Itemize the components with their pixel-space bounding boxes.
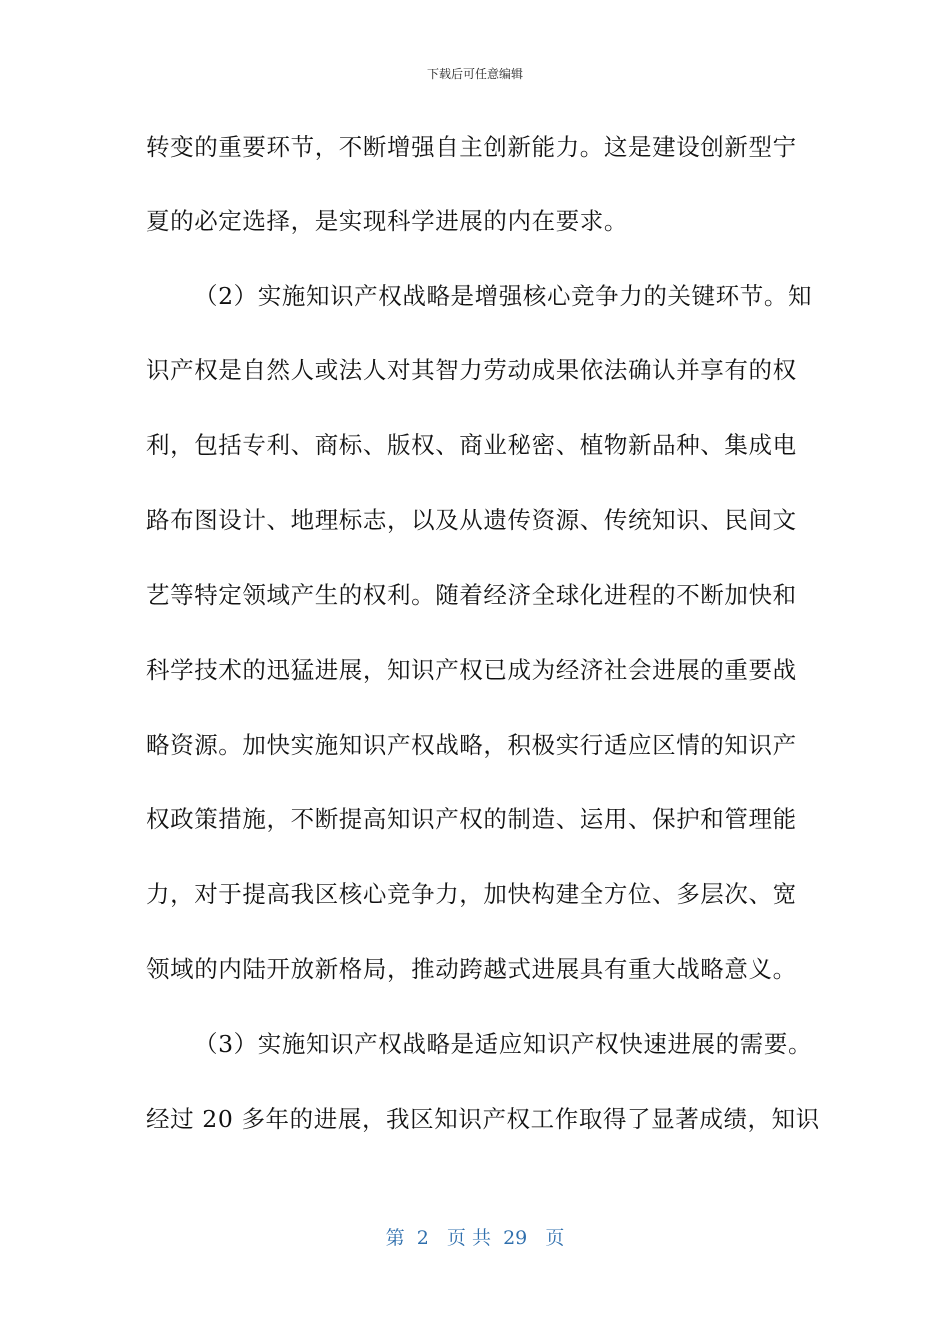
text-line: 经过 20 多年的进展，我区知识产权工作取得了显著成绩，知识 (146, 1105, 820, 1133)
text-line: 利，包括专利、商标、版权、商业秘密、植物新品种、集成电 (146, 431, 797, 459)
page-footer (0, 1226, 950, 1250)
footer-suffix: 页 (545, 1227, 565, 1249)
text-line: （2）实施知识产权战略是增强核心竞争力的关键环节。知 (194, 282, 813, 310)
page-header: 下载后可任意编辑 (426, 67, 523, 81)
text-line: 领域的内陆开放新格局，推动跨越式进展具有重大战略意义。 (146, 955, 797, 983)
text-line: 力，对于提高我区核心竞争力，加快构建全方位、多层次、宽 (146, 880, 797, 908)
text-line: 略资源。加快实施知识产权战略，积极实行适应区情的知识产 (146, 731, 797, 759)
text-line: 夏的必定选择，是实现科学进展的内在要求。 (146, 207, 628, 235)
text-line: 艺等特定领域产生的权利。随着经济全球化进程的不断加快和 (146, 581, 797, 609)
footer-middle: 页 共 (446, 1227, 491, 1249)
text-line: 科学技术的迅猛进展，知识产权已成为经济社会进展的重要战 (146, 656, 797, 684)
footer-page-number: 2 (416, 1227, 429, 1249)
footer-total-pages: 29 (503, 1227, 528, 1249)
footer-prefix: 第 (385, 1227, 405, 1249)
text-line: （3）实施知识产权战略是适应知识产权快速进展的需要。 (194, 1030, 813, 1058)
text-line: 转变的重要环节，不断增强自主创新能力。这是建设创新型宁 (146, 133, 797, 161)
text-line: 识产权是自然人或法人对其智力劳动成果依法确认并享有的权 (146, 356, 797, 384)
text-line: 路布图设计、地理标志，以及从遗传资源、传统知识、民间文 (146, 506, 797, 534)
text-line: 权政策措施，不断提高知识产权的制造、运用、保护和管理能 (146, 805, 797, 833)
